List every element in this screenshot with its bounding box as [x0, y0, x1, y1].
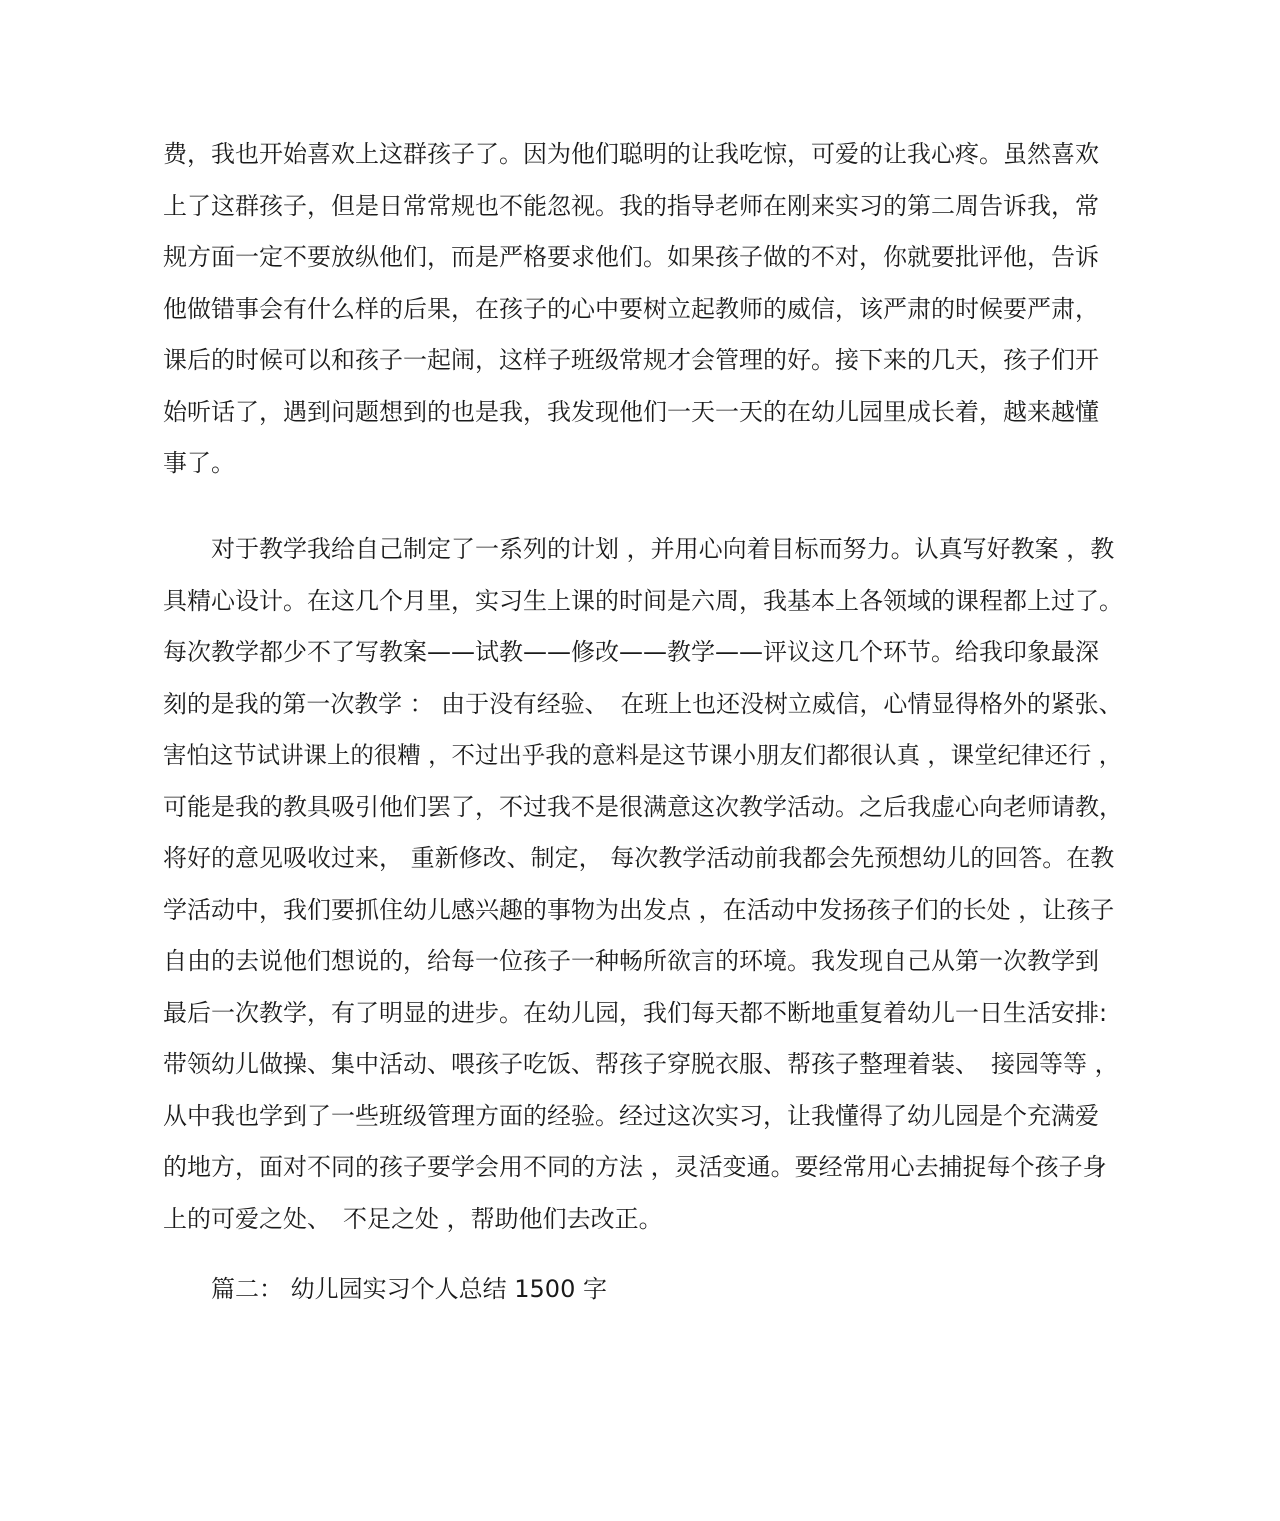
text-line: 害怕这节试讲课上的很糟 ，不过出乎我的意料是这节课小朋友们都很认真 ，课堂纪律还行 ， [163, 741, 1123, 769]
text-line: 具精心设计。在这几个月里，实习生上课的时间是六周，我基本上各领域的课程都上过了。 [163, 586, 1123, 615]
text-line: 事了。 [163, 449, 235, 477]
text-line: 将好的意见吸收过来， 重新修改、制定， 每次教学活动前我都会先预想幼儿的回答。在教 [163, 844, 1115, 872]
text-line: 每次教学都少不了写教案——试教——修改——教学——评议这几个环节。给我印象最深 [163, 638, 1099, 666]
text-line: 学活动中，我们要抓住幼儿感兴趣的事物为出发点 ，在活动中发扬孩子们的长处 ，让孩子 [163, 895, 1115, 924]
paragraph-2 [163, 524, 1123, 1245]
text-line: 对于教学我给自己制定了一系列的计划 ，并用心向着目标而努力。认真写好教案 ，教 [163, 535, 1115, 563]
section-heading-text: 篇二： 幼儿园实习个人总结 1500 字 [163, 1275, 607, 1303]
text-line: 始听话了，遇到问题想到的也是我，我发现他们一天一天的在幼儿园里成长着，越来越懂 [163, 397, 1099, 426]
section-heading [163, 1264, 1123, 1316]
text-line: 最后一次教学，有了明显的进步。在幼儿园，我们每天都不断地重复着幼儿一日生活安排: [163, 998, 1108, 1027]
text-line: 可能是我的教具吸引他们罢了，不过我不是很满意这次教学活动。之后我虚心向老师请教， [163, 792, 1123, 821]
text-line: 带领幼儿做操、集中活动、喂孩子吃饭、帮孩子穿脱衣服、帮孩子整理着装、 接园等等 ， [163, 1050, 1119, 1078]
text-line: 上了这群孩子，但是日常常规也不能忽视。我的指导老师在刚来实习的第二周告诉我，常 [163, 191, 1099, 220]
text-line: 规方面一定不要放纵他们，而是严格要求他们。如果孩子做的不对，你就要批评他，告诉 [163, 243, 1099, 271]
text-line: 上的可爱之处、 不足之处 ，帮助他们去改正。 [163, 1204, 663, 1233]
text-line: 他做错事会有什么样的后果，在孩子的心中要树立起教师的威信，该严肃的时候要严肃， [163, 294, 1099, 323]
text-line: 课后的时候可以和孩子一起闹，这样子班级常规才会管理的好。接下来的几天，孩子们开 [163, 346, 1099, 374]
text-line: 费，我也开始喜欢上这群孩子了。因为他们聪明的让我吃惊，可爱的让我心疼。虽然喜欢 [163, 140, 1099, 168]
text-line: 从中我也学到了一些班级管理方面的经验。经过这次实习，让我懂得了幼儿园是个充满爱 [163, 1101, 1099, 1130]
text-line: 的地方，面对不同的孩子要学会用不同的方法 ，灵活变通。要经常用心去捕捉每个孩子身 [163, 1153, 1107, 1181]
text-line: 自由的去说他们想说的，给每一位孩子一种畅所欲言的环境。我发现自己从第一次教学到 [163, 947, 1099, 975]
paragraph-1 [163, 129, 1123, 490]
text-line: 刻的是我的第一次教学 ： 由于没有经验、 在班上也还没树立威信，心情显得格外的紧张、 [163, 689, 1123, 718]
